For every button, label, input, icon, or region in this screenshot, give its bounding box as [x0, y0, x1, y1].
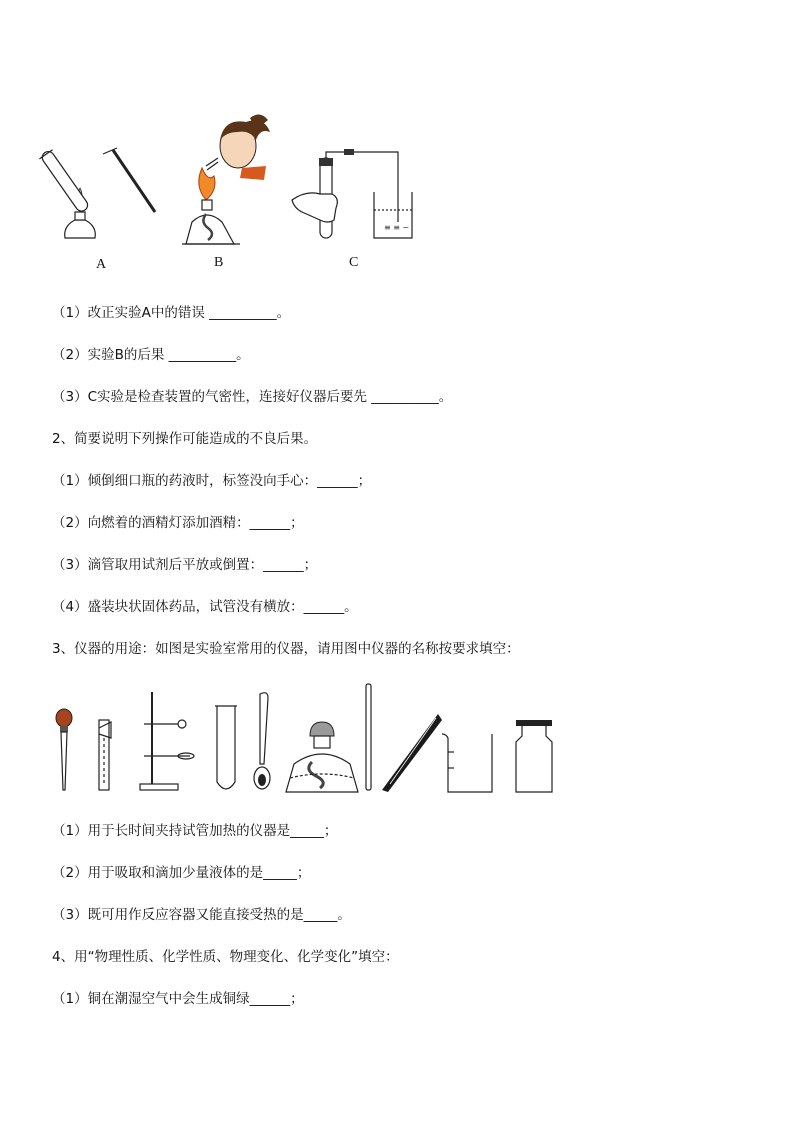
instrument-test-tube-holder — [95, 716, 115, 792]
q4-item-1: （1）铜在潮湿空气中会生成铜绿______； — [52, 991, 304, 1007]
instrument-iron-stand — [138, 690, 198, 792]
q3-item-2: （2）用于吸取和滴加少量液体的是_____； — [52, 865, 311, 881]
figure-label-c: C — [349, 255, 359, 270]
q2-item-2: （2）向燃着的酒精灯添加酒精：______； — [52, 515, 304, 531]
instrument-test-tube — [215, 704, 237, 794]
q1-item-3: （3）C实验是检查装置的气密性，连接好仪器后要先 __________。 — [52, 389, 453, 405]
figure-experiment-a — [55, 140, 165, 250]
q4-title: 4、用“物理性质、化学性质、物理变化、化学变化”填空： — [52, 949, 399, 965]
figure-experiment-c — [290, 148, 415, 243]
q3-title: 3、仪器的用途：如图是实验室常用的仪器，请用图中仪器的名称按要求填空： — [52, 641, 520, 657]
instrument-tweezers — [380, 710, 444, 796]
instrument-wide-mouth-bottle — [512, 718, 556, 794]
figure-experiment-b — [180, 110, 280, 250]
instrument-medicine-spoon — [250, 690, 276, 792]
figure-label-b: B — [214, 255, 224, 270]
q2-item-1: （1）倾倒细口瓶的药液时，标签没向手心：______； — [52, 473, 372, 489]
q2-item-4: （4）盛装块状固体药品，试管没有横放：______。 — [52, 599, 358, 615]
instrument-beaker — [440, 732, 496, 794]
figure-label-a: A — [96, 257, 107, 272]
instrument-glass-rod — [364, 682, 374, 792]
q3-item-1: （1）用于长时间夹持试管加热的仪器是_____； — [52, 823, 338, 839]
svg-text:≡ ≡ ∽: ≡ ≡ ∽ — [384, 223, 410, 232]
q2-item-3: （3）滴管取用试剂后平放或倒置：______； — [52, 557, 318, 573]
q1-item-1: （1）改正实验A中的错误 __________。 — [52, 305, 291, 321]
instrument-alcohol-lamp — [282, 716, 362, 796]
q2-title: 2、简要说明下列操作可能造成的不良后果。 — [52, 431, 318, 447]
q3-item-3: （3）既可用作反应容器又能直接受热的是_____。 — [52, 907, 351, 923]
q1-item-2: （2）实验B的后果 __________。 — [52, 347, 250, 363]
instrument-dropper — [52, 706, 76, 796]
